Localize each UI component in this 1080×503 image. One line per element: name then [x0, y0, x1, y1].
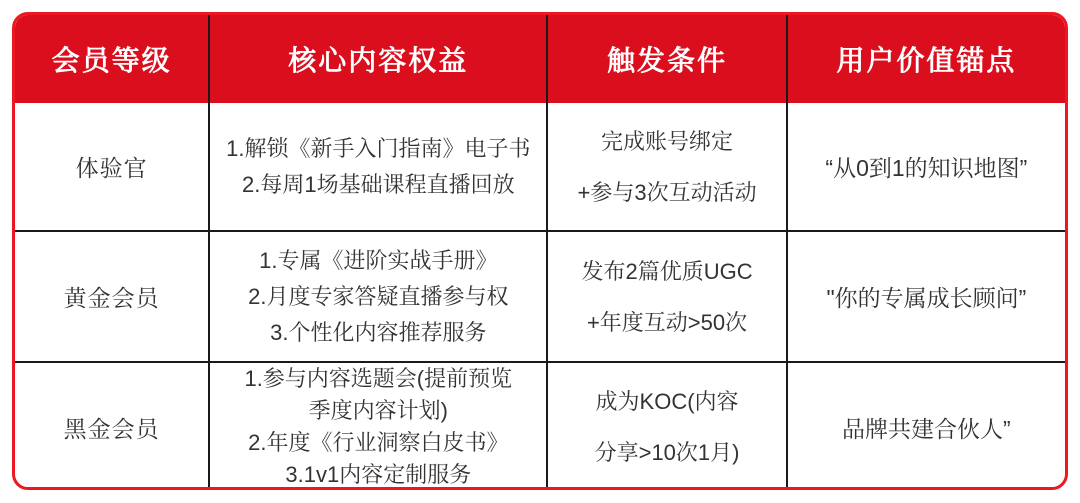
membership-benefits-card: [12, 12, 1068, 490]
table-row-tier1: [15, 103, 1065, 231]
benefit-line: 季度内容计划): [308, 398, 448, 423]
trigger-line: +年度互动>50次: [586, 309, 748, 335]
benefit-line: 2.月度专家答疑直播参与权: [248, 283, 509, 309]
cell-anchor: 品牌共建合伙人”: [787, 362, 1065, 490]
cell-trigger: [547, 103, 786, 231]
benefit-line: 1.参与内容选题会(提前预览: [244, 366, 513, 391]
benefit-line: 1.解锁《新手入门指南》电子书: [226, 135, 531, 161]
benefit-line: 1.专属《进阶实战手册》: [259, 247, 498, 273]
cell-trigger: [547, 231, 786, 362]
cell-level: 体验官: [15, 103, 209, 231]
cell-trigger: [547, 362, 786, 490]
cell-anchor: “从0到1的知识地图”: [787, 103, 1065, 231]
table-header: [15, 15, 1065, 103]
cell-level: 黄金会员: [15, 231, 209, 362]
header-trigger-conditions: 触发条件: [547, 15, 786, 103]
header-user-value-anchor: 用户价值锚点: [787, 15, 1065, 103]
table-row-tier3: [15, 362, 1065, 490]
cell-benefits: [209, 103, 547, 231]
benefit-line: 3.1v1内容定制服务: [285, 462, 472, 487]
trigger-line: 成为KOC(内容: [595, 389, 739, 414]
benefit-line: 2.每周1场基础课程直播回放: [242, 171, 515, 197]
benefit-line: 3.个性化内容推荐服务: [270, 319, 487, 345]
table-row-tier2: [15, 231, 1065, 362]
trigger-line: 分享>10次1月): [594, 440, 740, 465]
header-core-benefits: 核心内容权益: [209, 15, 547, 103]
trigger-line: 发布2篇优质UGC: [581, 258, 753, 284]
cell-level: 黑金会员: [15, 362, 209, 490]
cell-anchor: "你的专属成长顾问”: [787, 231, 1065, 362]
trigger-line: 完成账号绑定: [601, 128, 734, 154]
cell-benefits: [209, 362, 547, 490]
benefit-line: 2.年度《行业洞察白皮书》: [248, 430, 509, 455]
trigger-line: +参与3次互动活动: [577, 179, 757, 205]
cell-benefits: [209, 231, 547, 362]
header-member-level: 会员等级: [15, 15, 209, 103]
membership-table: [15, 15, 1065, 490]
